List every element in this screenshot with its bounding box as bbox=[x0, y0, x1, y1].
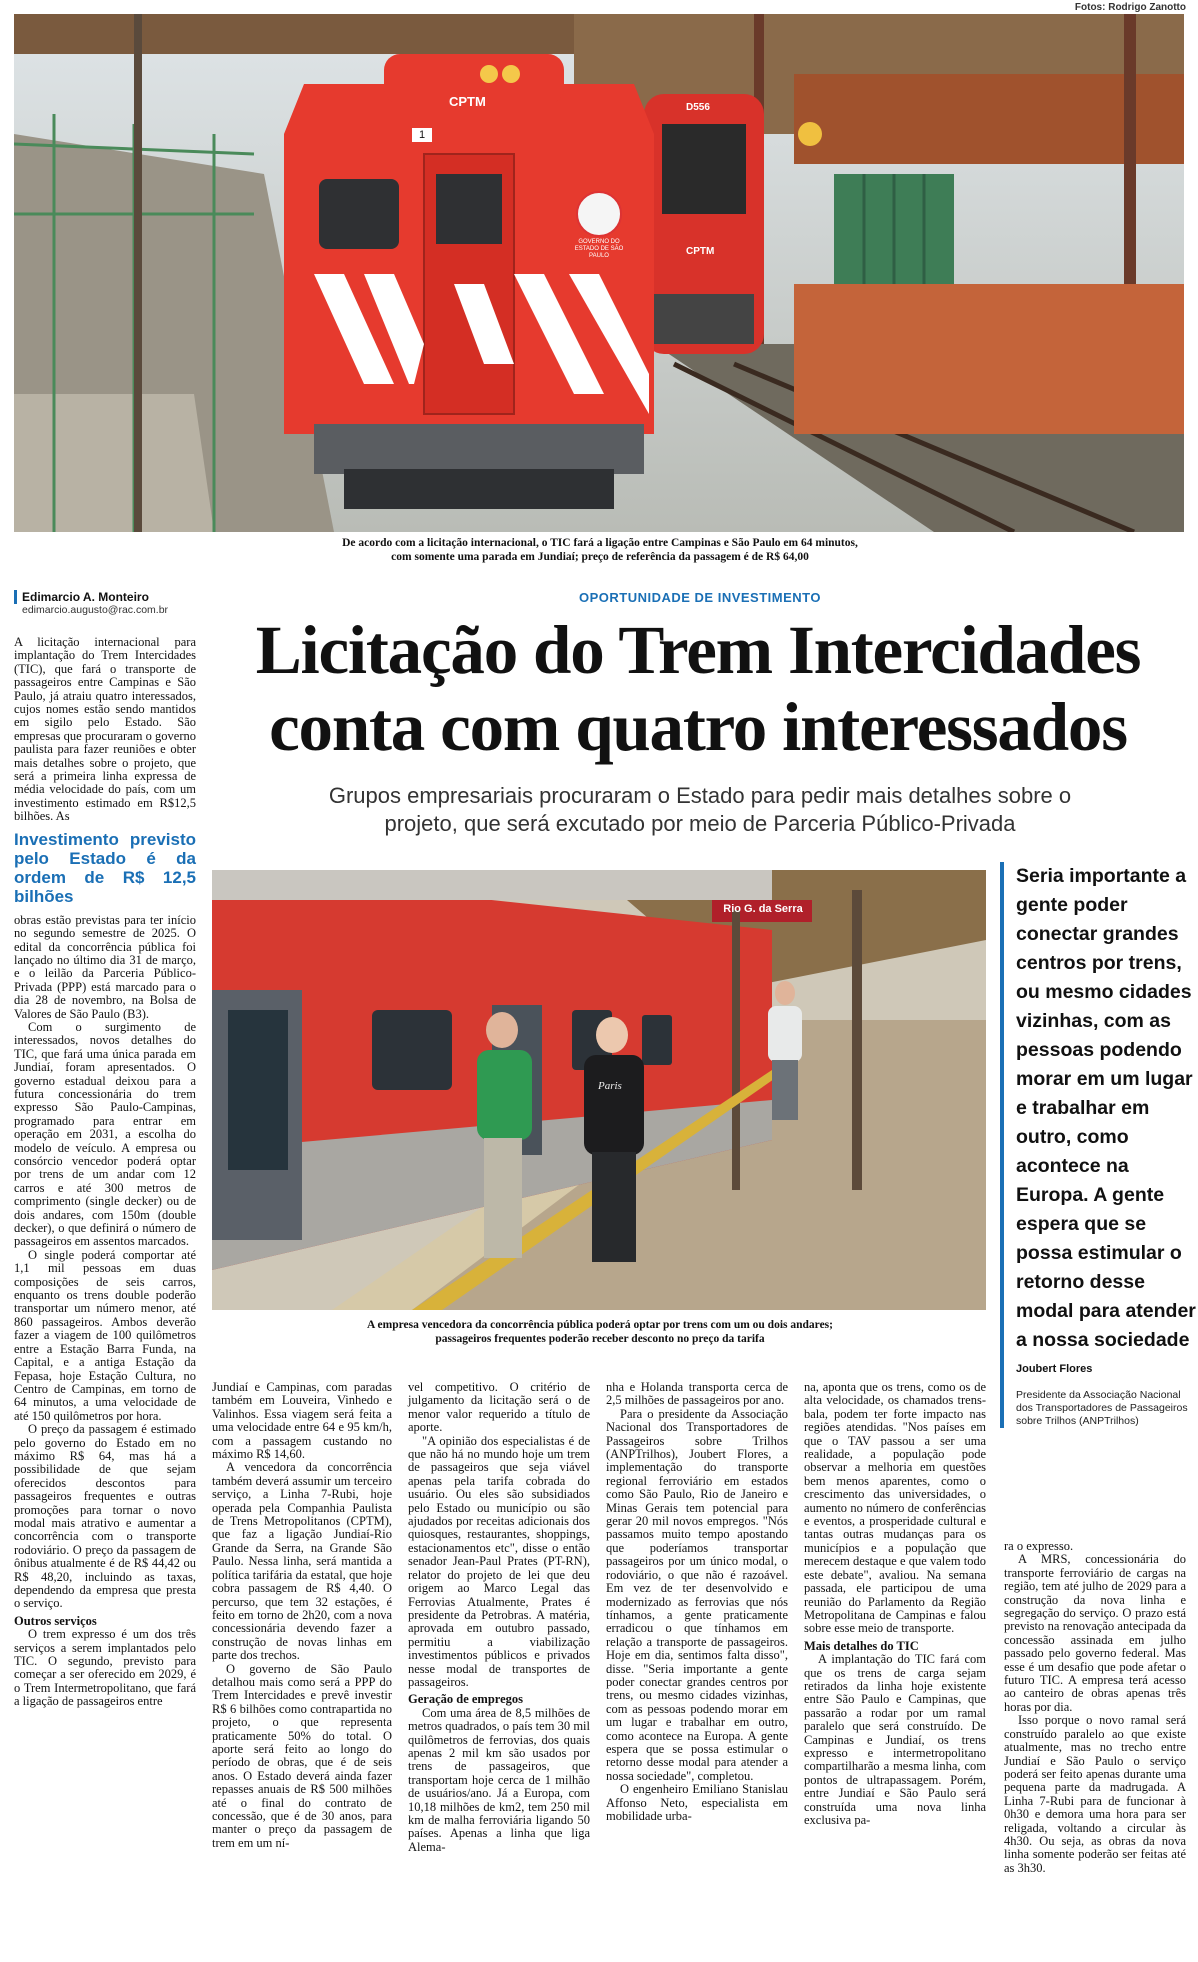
quote-role: Presidente da Associação Nacional dos Transportadores de Passageiros sobre Trilhos (ANPTrilhos) bbox=[1016, 1389, 1188, 1427]
kicker: OPORTUNIDADE DE INVESTIMENTO bbox=[578, 590, 821, 605]
column-3 bbox=[408, 1381, 590, 1854]
paragraph: nha e Holanda transporta cerca de 2,5 milhões de passageiros por ano. bbox=[606, 1380, 788, 1408]
quote-author: Joubert Flores bbox=[1016, 1363, 1093, 1375]
deck-line2: projeto, que será excutado por meio de Parceria Público-Privada bbox=[384, 811, 1016, 836]
paragraph: obras estão previstas para ter início no segundo semestre de 2025. O edital da concorrência pública foi lançado no último dia 31 de março, e o leilão da Parceria Público-Privada (PPP) está marcado para o dia 28 de novembro, na Bolsa de Valores de São Paulo (B3). bbox=[14, 912, 196, 1021]
platform-photo bbox=[212, 870, 986, 1310]
paragraph: A implantação do TIC fará com que os trens de carga sejam retirados da linha hoje existente entre São Paulo e Campinas, que passarão a rodar por um ramal paralelo que será construído. De Campinas e Jundiaí, os trens expresso e intermetropolitano compartilharão a mesma linha, com pontos de ultrapassagem. Porém, entre Jundiaí e São Paulo será construída uma nova linha exclusiva pa- bbox=[804, 1652, 986, 1827]
paragraph: O single poderá comportar até 1,1 mil pessoas em duas composições de seis carros, enquanto os trens double poderão transportar um número menor, até 860 passageiros. Ambos deverão fazer a viagem de 100 quilômetros entre a Estação Barra Funda, na Capital, e a antiga Estação da Fepasa, hoje Estação Cultura, no Centro de Campinas, em torno de 64 minutos, a uma velocidade de até 150 quilômetros por hora. bbox=[14, 1247, 196, 1423]
headline-line2: conta com quatro interessados bbox=[269, 689, 1127, 765]
quote-box bbox=[1000, 862, 1198, 1428]
second-train-number: D556 bbox=[686, 102, 710, 113]
photo2-caption bbox=[300, 1318, 900, 1346]
paragraph: vel competitivo. O critério de julgamento da licitação será o de menor valor requerido a título de aporte. bbox=[408, 1380, 590, 1435]
paragraph: Isso porque o novo ramal será construído paralelo ao que existe atualmente, mas no trecho entre Jundiaí e São Paulo o serviço poderá ser feito apenas durante uma pequena parte da madrugada. A Linha 7-Rubi para de funcionar à 0h30 e demora uma hora para ser religada, voltando a circular às 4h30. Ou seja, as obras da nova linha somente poderão ser feitas até as 3h30. bbox=[1004, 1713, 1186, 1875]
train-seal: GOVERNO DO ESTADO DE SÃO PAULO bbox=[574, 239, 624, 259]
train-photo bbox=[14, 14, 1184, 532]
column-1 bbox=[14, 636, 196, 1709]
photo1-caption bbox=[300, 536, 900, 564]
deck-line1: Grupos empresariais procuraram o Estado para pedir mais detalhes sobre o bbox=[328, 783, 1072, 808]
paragraph: na, aponta que os trens, como os de alta velocidade, os chamados trens-bala, podem ter forte impacto nas regiões atendidas. "Nos países em que o TAV passou a ser uma realidade, a população pode observar a melhoria em questões bem menos aparentes, como o crescimento das universidades, o aumento no número de conferências e eventos, a prosperidade cultural e tantas outras mudanças para os municípios e a população que merecem destaque e que valem todo este debate", avaliou. Na semana passada, ele participou de uma reunião do Parlamento da Região Metropolitana de Campinas e falou sobre esse meio de transporte. bbox=[804, 1380, 986, 1636]
subheading: Outros serviços bbox=[14, 1613, 97, 1628]
deck bbox=[220, 782, 1180, 838]
paragraph: O preço da passagem é estimado pelo governo do Estado em no máximo R$ 64, mas há a possibilidade de que sejam oferecidos descontos para passageiros frequentes e outras promoções para tornar o novo modal mais atrativo e aumentar a concorrência com o transporte rodoviário. O preço da passagem de ônibus atualmente é de R$ 44,42 ou R$ 48,20, incluindo as taxas, dependendo da empresa que presta o serviço. bbox=[14, 1422, 196, 1611]
train-logo: CPTM bbox=[449, 94, 486, 109]
second-train-logo: CPTM bbox=[686, 246, 715, 257]
photo2-caption-line1: A empresa vencedora da concorrência pública poderá optar por trens com um ou dois andares; bbox=[367, 1319, 833, 1331]
author-email[interactable]: edimarcio.augusto@rac.com.br bbox=[22, 604, 169, 616]
paragraph: O trem expresso é um dos três serviços a serem implantados pelo TIC. O segundo, previsto para começar a ser oferecido em 2029, é o Trem Intermetropolitano, que fará a ligação de passageiros entre bbox=[14, 1627, 196, 1709]
photo2-caption-line2: passageiros frequentes poderão receber desconto no preço da tarifa bbox=[435, 1333, 765, 1345]
paragraph: Com o surgimento de interessados, novos detalhes do TIC, que fará uma única parada em Jundiaí, foram apresentados. O governo estadual deixou para a futura concessionária do trem expresso São Paulo-Campinas, programado para entrar em operação em 2031, a escolha do modelo de veículo. A empresa ou consórcio vencedor poderá optar por trens de um andar com 12 carros e até 300 metros de comprimento (single decker) ou de dois andares, com 150m (double decker), o que definirá o número de passageiros em assentos marcados. bbox=[14, 1019, 196, 1249]
pullquote: Investimento previsto pelo Estado é da ordem de R$ 12,5 bilhões bbox=[14, 829, 196, 906]
photo1-caption-line1: De acordo com a licitação internacional, o TIC fará a ligação entre Campinas e São Paulo em 64 minutos, bbox=[342, 537, 858, 549]
paragraph: "A opinião dos especialistas é de que não há no mundo hoje um trem de passageiros que seja viável apenas pela tarifa cobrada do usuário. Ou eles são subsidiados pelo Estado ou município ou são ajudados por receitas adicionais dos quiosques, restaurantes, shoppings, estacionamentos etc", disse o então senador Jean-Paul Prates (PT-RN), relator do projeto de lei que deu origem ao Marco Legal das Ferrovias Atualmente, Prates é presidente da Petrobras. A matéria, aprovada em outubro passado, permitiu a viabilização investimentos públicos e privados nesse modal de transportes de passageiros. bbox=[408, 1433, 590, 1689]
column-2 bbox=[212, 1381, 392, 1850]
paragraph: A vencedora da concorrência também deverá assumir um terceiro serviço, a Linha 7-Rubi, hoje operada pela Companhia Paulista de Trens Metropolitanos (CPTM), que faz a ligação Jundiaí-Rio Grande da Serra, na Grande São Paulo. Nessa linha, será mantida a política tarifária da estatal, que hoje cobra passagem de R$ 4,40. O percurso, que tem 32 estações, é feito em torno de 2h20, com a nova concessionária devendo fazer a construção de novas linhas em parte dos trechos. bbox=[212, 1460, 392, 1663]
paragraph: A licitação internacional para implantação do Trem Intercidades (TIC), que fará o transporte de passageiros entre Campinas e São Paulo, já atraiu quatro interessados, cujos nomes estão sendo mantidos em sigilo pelo Estado. São empresas que procuraram o governo paulista para fazer reuniões e obter mais detalhes sobre o projeto, que será a primeira linha expressa de média velocidade do país, com um investimento estimado em R$12,5 bilhões. As bbox=[14, 635, 196, 824]
photo-credit: Fotos: Rodrigo Zanotto bbox=[1074, 2, 1186, 13]
byline bbox=[14, 590, 194, 616]
quote-text: Seria importante a gente poder conectar grandes centros por trens, ou mesmo cidades vizinhas, com as pessoas podendo morar em um lugar e trabalhar em outro, como acontece na Europa. A gente espera que se possa estimular o retorno desse modal para atender a nossa sociedade bbox=[1016, 865, 1196, 1351]
train-photo-illustration bbox=[14, 14, 1184, 532]
photo1-caption-line2: com somente uma parada em Jundiaí; preço de referência da passagem é de R$ 64,00 bbox=[391, 551, 809, 563]
station-sign: Rio G. da Serra bbox=[723, 903, 803, 915]
paragraph: Para o presidente da Associação Nacional dos Transportadores de Passageiros sobre Trilhos (ANPTrilhos), Joubert Flores, a implementação do transporte regional ferroviário em estados como São Paulo, Rio de Janeiro e Minas Gerais tem potencial para gerar 20 mil novos empregos. "Nós passamos muito tempo apostando que poderíamos transportar passageiros por um único modal, o rodoviário, o que não é razoável. Em vez de ter desenvolvido e modernizado as ferrovias que nós tínhamos, a gente praticamente erradicou o que tínhamos em relação a transporte de passageiros. Hoje em dia, sentimos falta disso", disse. "Seria importante a gente poder conectar grandes centros por trens, ou mesmo cidades vizinhas, com as pessoas podendo morar em um lugar e trabalhar em outro, como acontece na Europa. A gente espera que se possa estimular o retorno desse modal para atender a nossa sociedade", completou. bbox=[606, 1406, 788, 1783]
subheading: Mais detalhes do TIC bbox=[804, 1638, 919, 1653]
column-4 bbox=[606, 1381, 788, 1823]
paragraph: O engenheiro Emiliano Stanislau Affonso Neto, especialista em mobilidade urba- bbox=[606, 1782, 788, 1823]
column-6 bbox=[1004, 1540, 1186, 1875]
train-number: 1 bbox=[412, 128, 432, 142]
paragraph: ra o expresso. bbox=[1004, 1539, 1074, 1553]
paragraph: O governo de São Paulo detalhou mais como será a PPP do Trem Intercidades e prevê investir R$ 6 bilhões como contrapartida no projeto, o que representa praticamente 50% do total. O aporte será feito ao longo do período de obras, que é de seis anos. O Estado deverá ainda fazer repasses anuais de R$ 500 milhões até o final do contrato de concessão, que é de 30 anos, para manter o preço da passagem de trem em um ní- bbox=[212, 1661, 392, 1850]
headline bbox=[208, 612, 1188, 766]
column-5 bbox=[804, 1381, 986, 1827]
headline-line1: Licitação do Trem Intercidades bbox=[255, 612, 1141, 688]
subheading: Geração de empregos bbox=[408, 1692, 524, 1707]
author-name: Edimarcio A. Monteiro bbox=[14, 590, 194, 604]
shirt-print: Paris bbox=[598, 1080, 622, 1092]
paragraph: Com uma área de 8,5 milhões de metros quadrados, o país tem 30 mil quilômetros de ferrovias, dos quais apenas 2 mil km são usados por trens de passageiros, que transportam hoje cerca de 1 milhão de usuários/ano. Já a Europa, com 10,18 milhões de km2, tem 250 mil km de malha ferroviária ligando 50 países. Apenas a linha que liga Alema- bbox=[408, 1705, 590, 1854]
paragraph: Jundiaí e Campinas, com paradas também em Louveira, Vinhedo e Valinhos. Essa viagem será feita a uma velocidade entre 64 e 95 km/h, com a passagem custando no máximo R$ 14,60. bbox=[212, 1380, 392, 1462]
paragraph: A MRS, concessionária do transporte ferroviário de cargas na região, tem até julho de 2029 para a construção da nova linha e segregação do serviço. O prazo está previsto na renovação antecipada da concessão assinada em julho passado pelo governo federal. Mas esse é um desafio que pode afetar o futuro TIC. A empresa terá acesso ao canteiro de obras apenas três horas por dia. bbox=[1004, 1552, 1186, 1714]
